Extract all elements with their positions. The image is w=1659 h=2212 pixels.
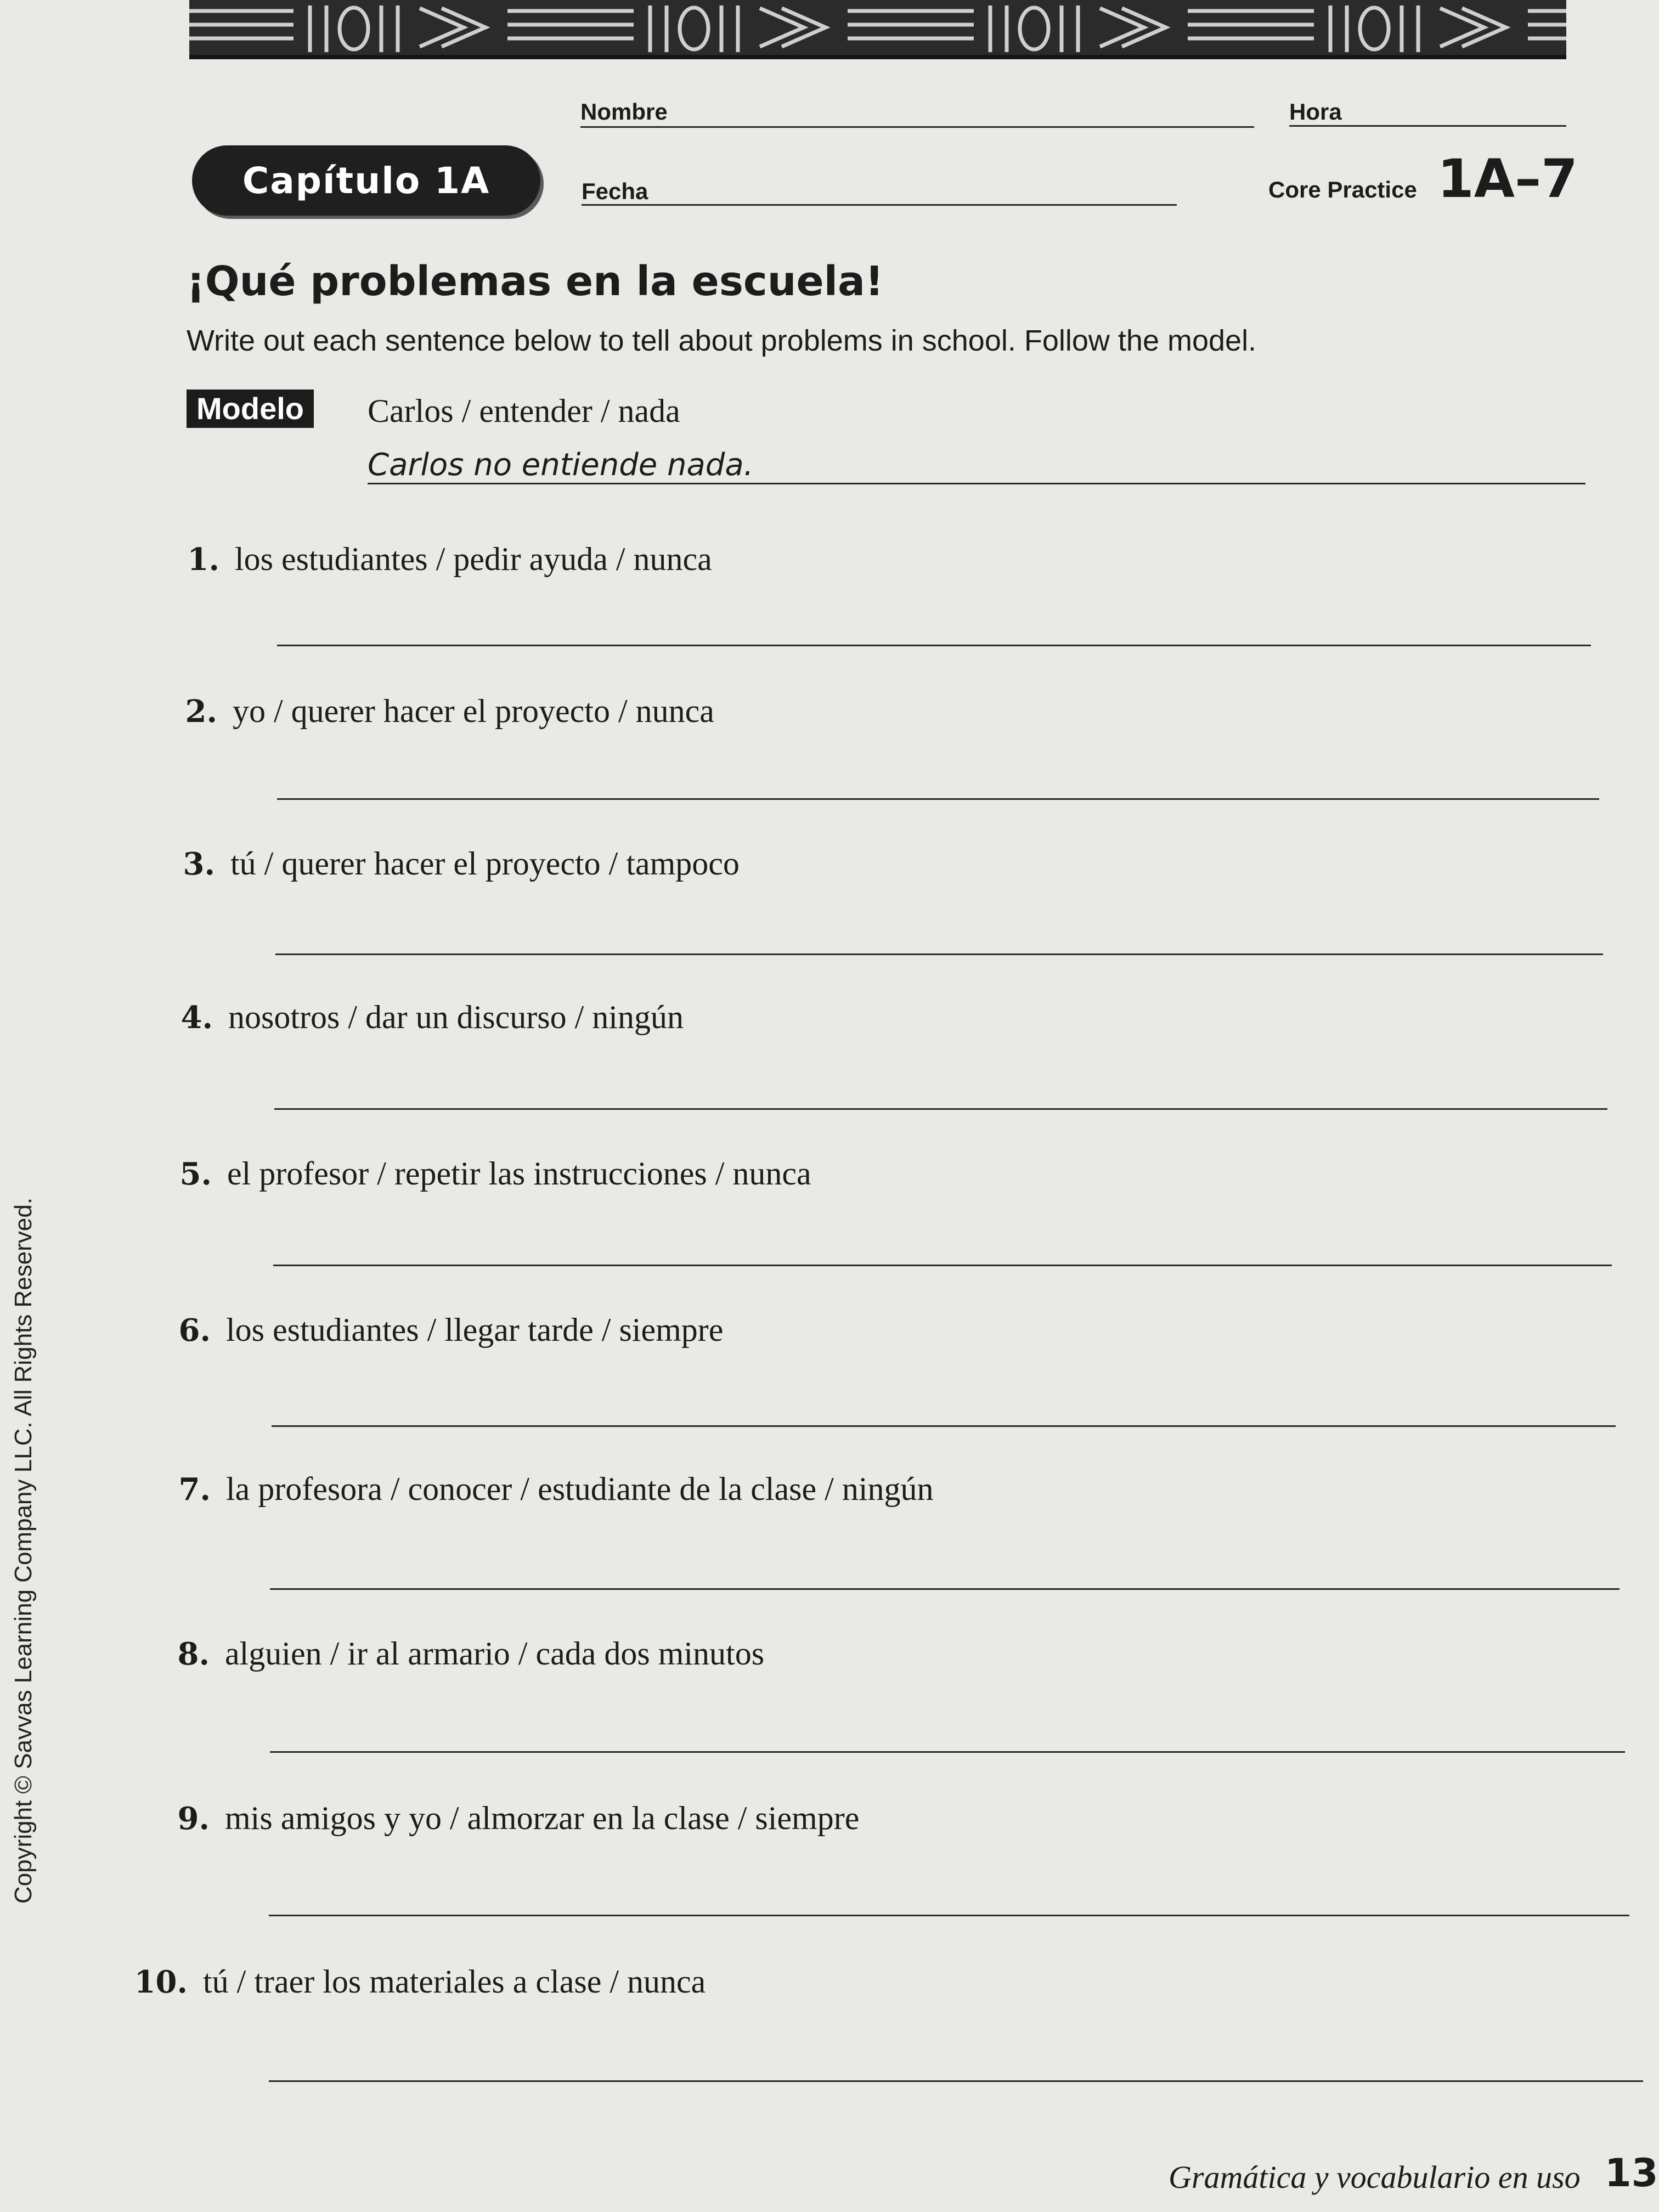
item-number: 10. xyxy=(134,1964,188,2000)
item-number: 7. xyxy=(178,1471,211,1508)
modelo-answer: Carlos no entiende nada. xyxy=(368,447,754,483)
item-prompt: tú / querer hacer el proyecto / tampoco xyxy=(230,845,740,882)
item-prompt: el profesor / repetir las instrucciones / nunca xyxy=(227,1155,811,1192)
answer-line-7[interactable] xyxy=(270,1588,1620,1590)
answer-line-9[interactable] xyxy=(269,1915,1629,1916)
item-number: 1. xyxy=(187,541,219,578)
copyright-notice: Copyright © Savvas Learning Company LLC. All Rights Reserved. xyxy=(10,1197,37,1904)
answer-line-3[interactable] xyxy=(275,953,1603,955)
list-item xyxy=(155,845,740,883)
book-title: Gramática y vocabulario en uso xyxy=(1169,2159,1581,2195)
list-item xyxy=(149,1635,764,1673)
hora-label: Hora xyxy=(1289,99,1342,125)
item-number: 9. xyxy=(177,1801,210,1837)
answer-line-1[interactable] xyxy=(277,645,1591,646)
activity-title: ¡Qué problemas en la escuela! xyxy=(187,258,884,305)
border-pattern-icon xyxy=(189,0,1566,55)
nombre-label: Nombre xyxy=(580,99,668,125)
list-item xyxy=(157,692,714,730)
item-number: 2. xyxy=(185,693,217,730)
list-item xyxy=(150,1311,723,1349)
list-item xyxy=(150,1470,934,1508)
instructions: Write out each sentence below to tell about problems in school. Follow the model. xyxy=(187,324,1257,357)
item-prompt: alguien / ir al armario / cada dos minutos xyxy=(225,1635,765,1672)
answer-line-4[interactable] xyxy=(274,1108,1607,1110)
list-item xyxy=(153,998,684,1036)
answer-line-10[interactable] xyxy=(269,2080,1643,2082)
list-item xyxy=(149,1799,859,1837)
core-practice-label: Core Practice xyxy=(1268,177,1417,202)
item-prompt: tú / traer los materiales a clase / nunca xyxy=(203,1963,706,2000)
list-item xyxy=(159,540,712,578)
modelo-answer-line xyxy=(368,483,1585,484)
nombre-field[interactable] xyxy=(580,126,1254,128)
answer-line-2[interactable] xyxy=(277,798,1599,800)
item-number: 3. xyxy=(183,846,215,882)
list-item xyxy=(127,1963,706,2001)
item-prompt: la profesora / conocer / estudiante de la clase / ningún xyxy=(226,1471,934,1507)
hora-field[interactable] xyxy=(1289,125,1566,127)
item-number: 6. xyxy=(178,1312,211,1348)
decorative-border xyxy=(189,0,1566,59)
fecha-field[interactable] xyxy=(582,204,1177,206)
item-prompt: nosotros / dar un discurso / ningún xyxy=(228,999,684,1035)
page-number: 13 xyxy=(1605,2151,1658,2196)
item-prompt: los estudiantes / pedir ayuda / nunca xyxy=(235,541,712,577)
chapter-badge xyxy=(192,145,540,216)
item-number: 8. xyxy=(177,1636,210,1672)
answer-line-8[interactable] xyxy=(270,1751,1625,1753)
practice-number: 1A–7 xyxy=(1437,148,1578,210)
modelo-badge: Modelo xyxy=(187,390,314,428)
item-number: 4. xyxy=(180,1000,213,1036)
chapter-label: Capítulo 1A xyxy=(242,159,490,202)
answer-line-5[interactable] xyxy=(273,1265,1612,1266)
item-number: 5. xyxy=(179,1156,212,1192)
item-prompt: yo / querer hacer el proyecto / nunca xyxy=(233,693,714,729)
item-prompt: los estudiantes / llegar tarde / siempre xyxy=(226,1312,724,1348)
item-prompt: mis amigos y yo / almorzar en la clase / siempre xyxy=(225,1800,860,1836)
modelo-prompt: Carlos / entender / nada xyxy=(368,393,680,429)
fecha-label: Fecha xyxy=(582,178,648,204)
list-item xyxy=(151,1155,811,1193)
answer-line-6[interactable] xyxy=(272,1425,1616,1427)
